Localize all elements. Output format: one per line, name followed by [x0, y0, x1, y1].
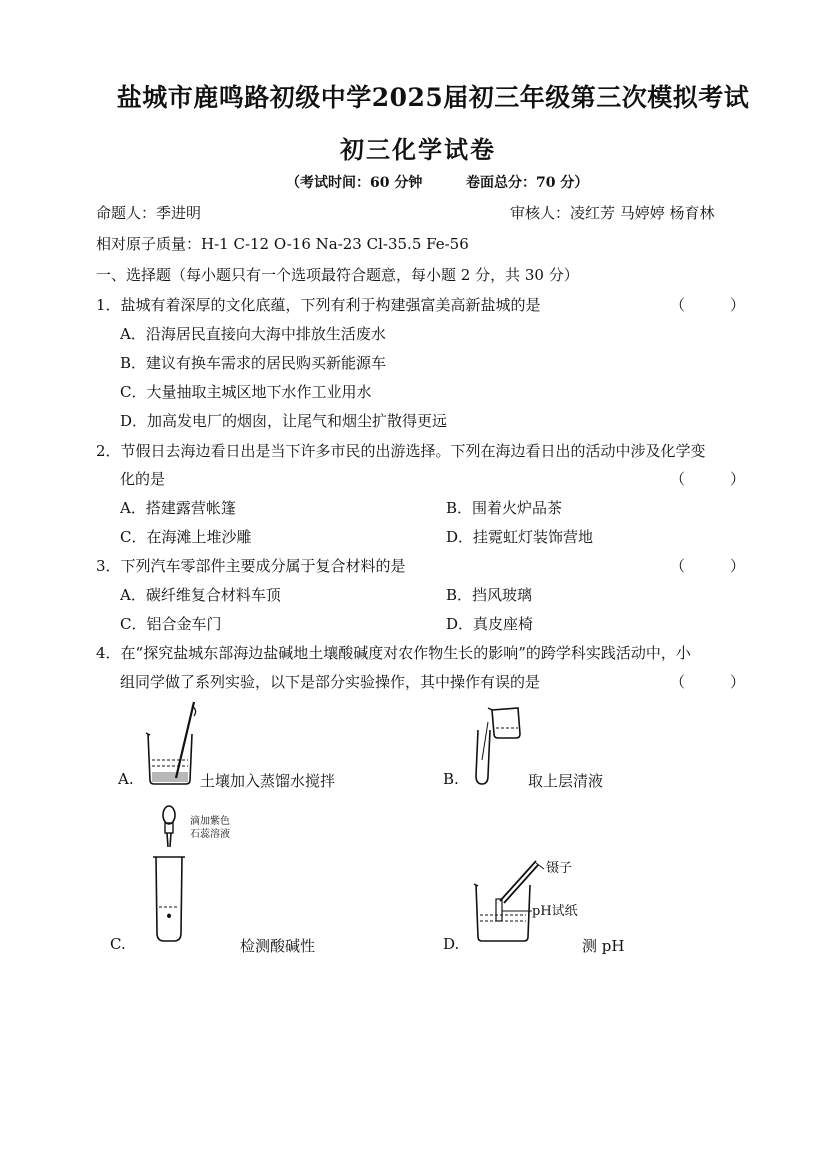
exam-time: （考试时间：60 分钟 [286, 175, 423, 191]
q2-option-a: A．搭建露营帐篷 [120, 499, 236, 517]
figure-c-note-line2: 石蕊溶液 [190, 829, 230, 840]
q1-option-a: A．沿海居民直接向大海中排放生活废水 [120, 325, 386, 343]
figure-d-letter: D. [443, 935, 460, 953]
figure-c-letter: C. [110, 935, 126, 953]
answer-paren: （ ） [670, 673, 746, 691]
q1-option-c: C．大量抽取主城区地下水作工业用水 [120, 383, 372, 401]
question-4-stem-line2: 组同学做了系列实验，以下是部分实验操作，其中操作有误的是 [120, 673, 541, 691]
q2-option-c: C．在海滩上堆沙雕 [120, 528, 252, 546]
exam-title: 盐城市鹿鸣路初级中学2025届初三年级第三次模拟考试 [116, 83, 750, 112]
section-heading: 一、选择题（每小题只有一个选项最符合题意，每小题 2 分，共 30 分） [96, 266, 579, 284]
answer-paren: （ ） [670, 470, 746, 488]
question-2-stem: 2．节假日去海边看日出是当下许多市民的出游选择。下列在海边看日出的活动中涉及化学变 [96, 442, 706, 460]
q2-option-b: B．围着火炉品茶 [446, 499, 563, 517]
pouring-test-tube-figure [470, 700, 530, 790]
question-2-stem-line2: 化的是 [120, 470, 166, 488]
question-3-stem: 3．下列汽车零部件主要成分属于复合材料的是 [96, 557, 406, 575]
figure-d-ph-paper-label: pH试纸 [532, 904, 578, 919]
q1-option-b: B．建议有换车需求的居民购买新能源车 [120, 354, 387, 372]
figure-d-caption: 测 pH [582, 937, 625, 955]
q3-option-c: C．铝合金车门 [120, 615, 222, 633]
answer-paren: （ ） [670, 557, 746, 575]
question-1-stem: 1．盐城有着深厚的文化底蕴，下列有利于构建强富美高新盐城的是 [96, 296, 541, 314]
atomic-mass: 相对原子质量：H-1 C-12 O-16 Na-23 Cl-35.5 Fe-56 [96, 235, 469, 253]
figure-b-letter: B. [443, 770, 459, 788]
figure-d-tweezers-label: 镊子 [546, 861, 573, 876]
q2-option-d: D．挂霓虹灯装饰营地 [446, 528, 594, 546]
figure-a-letter: A. [118, 770, 134, 788]
author: 命题人：季进明 [96, 204, 202, 222]
total-score: 卷面总分：70 分） [466, 175, 589, 191]
figure-c-note-line1: 滴加紫色 [190, 816, 230, 827]
q1-option-d: D．加高发电厂的烟囱，让尾气和烟尘扩散得更远 [120, 412, 448, 430]
q3-option-b: B．挡风玻璃 [446, 586, 533, 604]
figure-c-caption: 检测酸碱性 [240, 937, 316, 955]
exam-subtitle: 初三化学试卷 [340, 135, 496, 164]
dropper-test-tube-figure [150, 805, 190, 945]
q3-option-a: A．碳纤维复合材料车顶 [120, 586, 281, 604]
question-4-stem: 4．在“探究盐城东部海边盐碱地土壤酸碱度对农作物生长的影响”的跨学科实践活动中，小 [96, 644, 691, 662]
reviewers: 审核人：凌红芳 马婷婷 杨育林 [510, 204, 715, 222]
figure-b-caption: 取上层清液 [528, 772, 604, 790]
answer-paren: （ ） [670, 296, 746, 314]
ph-paper-beaker-figure [470, 855, 550, 950]
figure-a-caption: 土壤加入蒸馏水搅拌 [200, 772, 336, 790]
q3-option-d: D．真皮座椅 [446, 615, 534, 633]
